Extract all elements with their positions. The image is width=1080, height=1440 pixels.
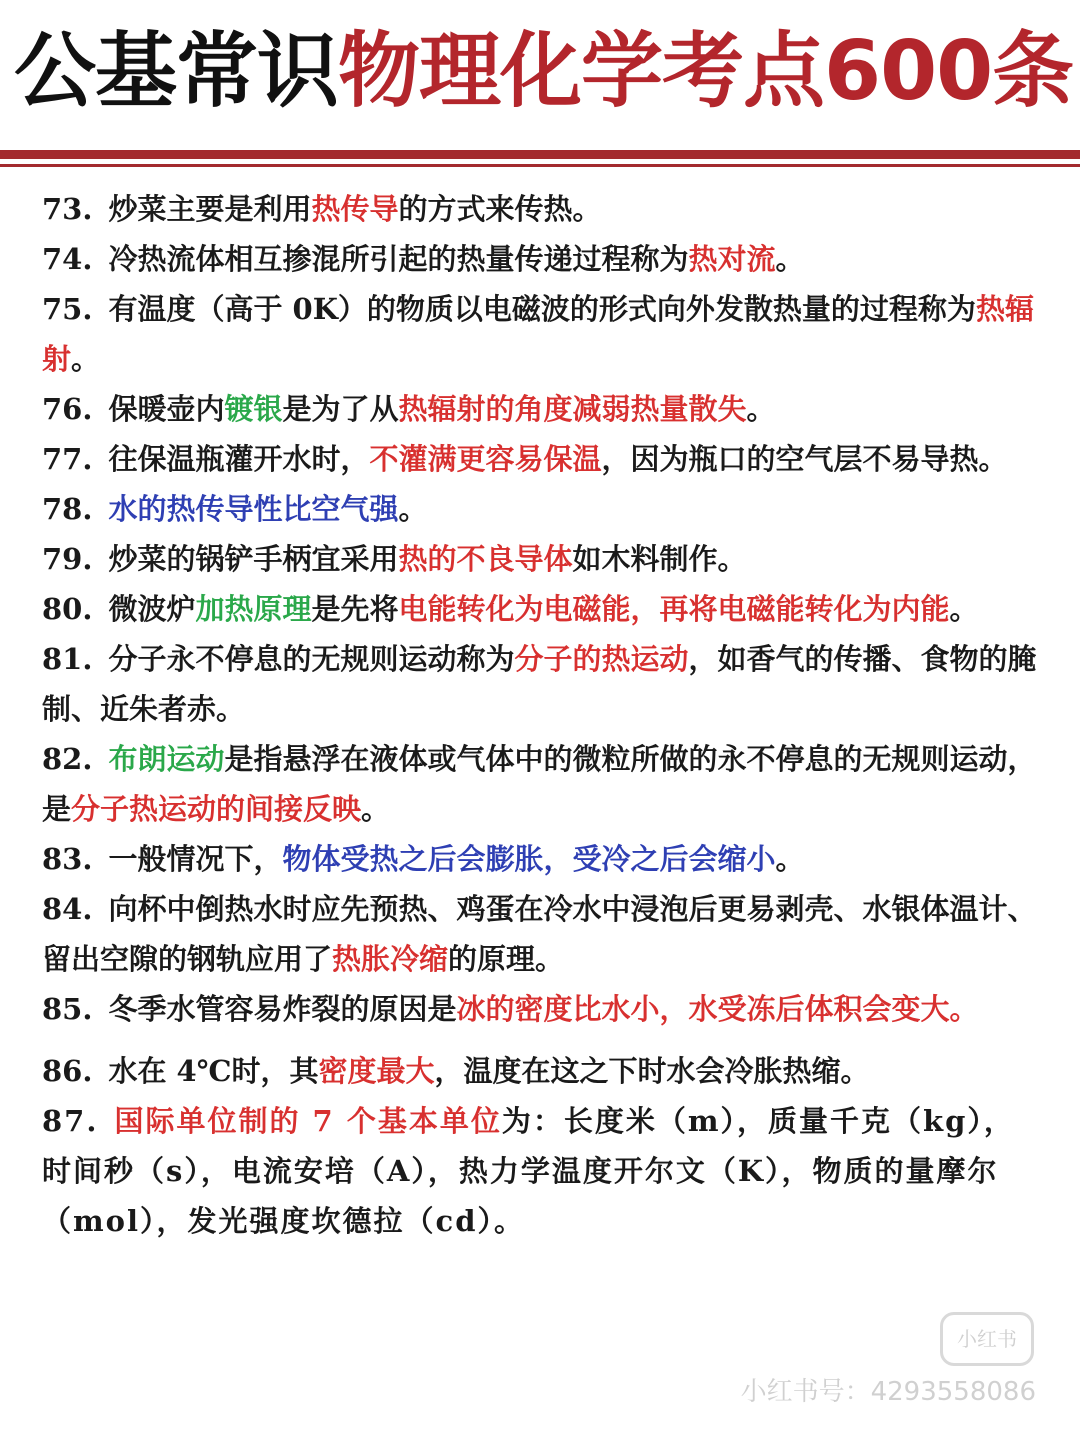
item-text: 如木料制作。 <box>572 542 747 576</box>
header <box>0 0 1080 150</box>
item-text: 微波炉 <box>108 592 196 626</box>
item-number: 85. <box>42 992 93 1026</box>
item-highlight: 热辐射的角度减弱热量散失 <box>398 392 747 426</box>
item-text: 冬季水管容易炸裂的原因是 <box>108 992 457 1026</box>
list-item <box>42 884 1038 984</box>
item-number: 73. <box>42 192 93 226</box>
item-highlight-green: 加热原理 <box>195 592 312 626</box>
item-number: 76. <box>42 392 93 426</box>
content-list <box>42 184 1038 1246</box>
item-text: 。 <box>949 592 979 626</box>
item-text: 是为了从 <box>282 392 399 426</box>
item-highlight: 热传导 <box>311 192 399 226</box>
item-highlight: 分子热运动的间接反映 <box>71 792 362 826</box>
item-highlight: 冰的密度比水小，水受冻后体积会变大。 <box>456 992 979 1026</box>
page-title <box>14 22 1073 122</box>
list-item <box>42 584 1038 634</box>
list-item <box>42 234 1038 284</box>
item-text: 一般情况下， <box>108 842 283 876</box>
list-item <box>42 434 1038 484</box>
title-red-part: 物理化学考点600条 <box>338 24 1074 119</box>
item-number: 74. <box>42 242 93 276</box>
item-text: 。 <box>398 492 428 526</box>
list-item <box>42 384 1038 434</box>
item-text: 炒菜的锅铲手柄宜采用 <box>108 542 399 576</box>
item-text: 向杯中倒热水时应先预热、鸡蛋在冷水中浸泡后更易剥壳、水银体温计、留出空隙的钢轨应用了 <box>42 892 1037 976</box>
header-divider-thin <box>0 164 1080 167</box>
item-text: 往保温瓶灌开水时， <box>108 442 370 476</box>
item-text: 的原理。 <box>448 942 565 976</box>
item-text: 冷热流体相互掺混所引起的热量传递过程称为 <box>108 242 689 276</box>
list-item <box>42 184 1038 234</box>
item-text: 保暖壶内 <box>108 392 225 426</box>
item-number: 79. <box>42 542 93 576</box>
list-item <box>42 484 1038 534</box>
item-number: 83. <box>42 842 93 876</box>
item-number: 75. <box>42 292 93 326</box>
item-number: 82. <box>42 742 93 776</box>
item-highlight: 热对流 <box>688 242 776 276</box>
item-highlight: 密度最大 <box>318 1054 435 1088</box>
item-text: 是指悬浮在液体或气体中的微粒所做的永不停息的无规则运动，是 <box>42 742 1037 826</box>
list-item <box>42 834 1038 884</box>
item-text: ，因为瓶口的空气层不易导热。 <box>601 442 1008 476</box>
item-number: 77. <box>42 442 93 476</box>
watermark-id: 小红书号：4293558086 <box>740 1377 1036 1407</box>
list-item <box>42 984 1038 1034</box>
item-highlight: 分子的热运动 <box>514 642 689 676</box>
list-item <box>42 734 1038 834</box>
item-highlight: 不灌满更容易保温 <box>369 442 602 476</box>
item-text: 水在 4℃时，其 <box>108 1054 319 1088</box>
item-highlight: 国际单位制的 7 个基本单位 <box>114 1104 502 1138</box>
item-text: 的方式来传热。 <box>398 192 602 226</box>
item-highlight-green: 布朗运动 <box>108 742 225 776</box>
item-text: 。 <box>71 342 101 376</box>
list-item <box>42 1096 1038 1246</box>
item-highlight-blue: 水的热传导性比空气强 <box>108 492 399 526</box>
header-divider-thick <box>0 150 1080 159</box>
item-text: 。 <box>775 242 805 276</box>
item-number: 86. <box>42 1054 93 1088</box>
list-item <box>42 1046 1038 1096</box>
item-number: 80. <box>42 592 93 626</box>
item-text: 。 <box>775 842 805 876</box>
item-highlight: 热辐射 <box>42 292 1034 376</box>
list-item <box>42 634 1038 734</box>
list-item <box>42 284 1038 384</box>
item-text: 为：长度米（m），质量千克（kg），时间秒（s），电流安培（A），热力学温度开尔文（K），物质的量摩尔（mol），发光强度坎德拉（cd）。 <box>42 1104 1015 1238</box>
item-text: 炒菜主要是利用 <box>108 192 312 226</box>
item-highlight-green: 镀银 <box>224 392 283 426</box>
item-text: 。 <box>746 392 776 426</box>
item-highlight: 电能转化为电磁能，再将电磁能转化为内能 <box>398 592 950 626</box>
title-black-part: 公基常识 <box>14 24 339 119</box>
item-number: 78. <box>42 492 93 526</box>
item-number: 81. <box>42 642 93 676</box>
item-text: ，如香气的传播、食物的腌制、近朱者赤。 <box>42 642 1037 726</box>
item-text: ，温度在这之下时水会冷胀热缩。 <box>434 1054 870 1088</box>
item-highlight: 热胀冷缩 <box>332 942 449 976</box>
item-text: 有温度（高于 0K）的物质以电磁波的形式向外发散热量的过程称为 <box>108 292 976 326</box>
watermark-logo: 小红书 <box>940 1312 1034 1366</box>
item-text: 分子永不停息的无规则运动称为 <box>108 642 515 676</box>
list-item <box>42 534 1038 584</box>
item-number: 84. <box>42 892 93 926</box>
item-highlight-blue: 物体受热之后会膨胀，受冷之后会缩小 <box>282 842 776 876</box>
item-text: 。 <box>361 792 391 826</box>
item-highlight: 热的不良导体 <box>398 542 573 576</box>
item-text: 是先将 <box>311 592 399 626</box>
item-number: 87. <box>42 1104 99 1138</box>
